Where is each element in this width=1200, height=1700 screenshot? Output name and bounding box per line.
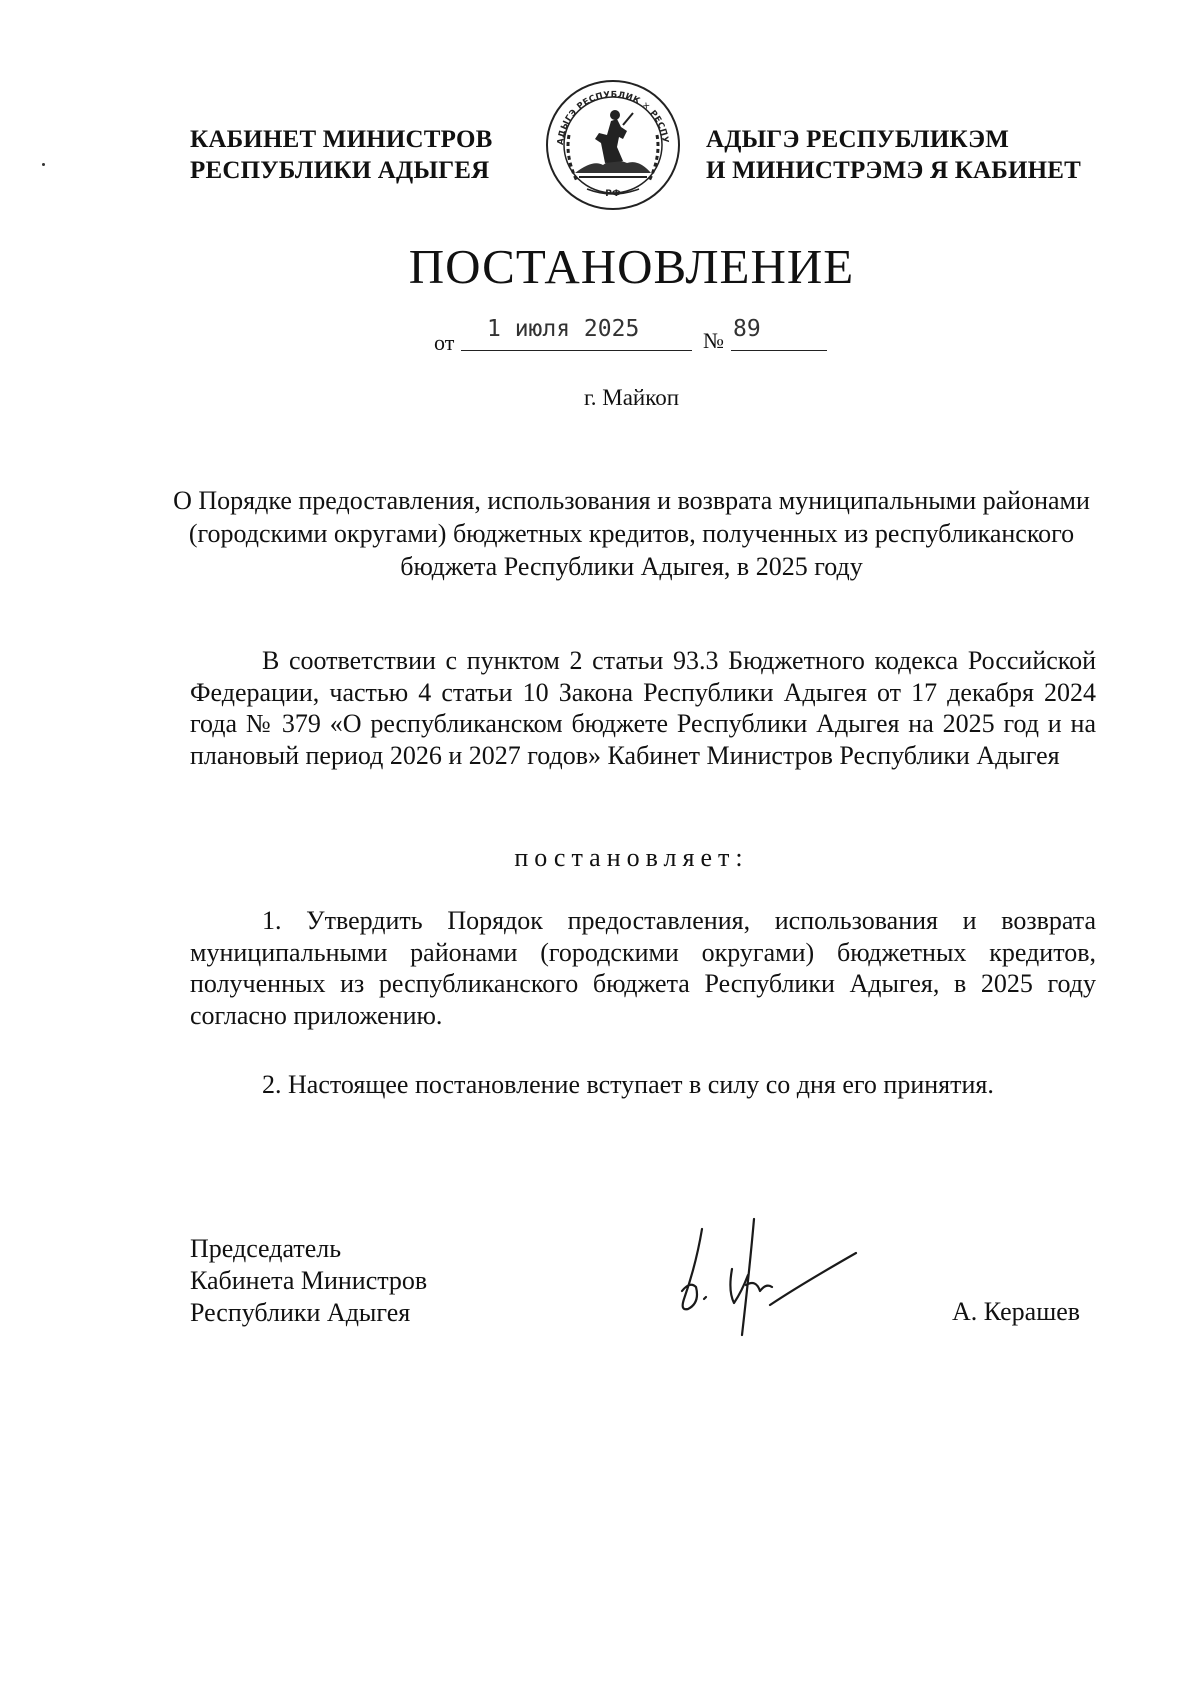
date-prefix: от bbox=[434, 330, 455, 355]
signatory-position-line-3: Республики Адыгея bbox=[190, 1298, 411, 1327]
document-title: ПОСТАНОВЛЕНИЕ bbox=[408, 239, 855, 294]
header-right-line-2: И МИНИСТРЭМЭ Я КАБИНЕТ bbox=[706, 157, 1082, 184]
number-value: 89 bbox=[733, 316, 761, 342]
signatory-position-line-2: Кабинета Министров bbox=[190, 1266, 428, 1295]
header-left-line-1: КАБИНЕТ МИНИСТРОВ bbox=[190, 126, 493, 153]
emblem-bottom-text: РФ bbox=[605, 189, 621, 199]
number-field bbox=[731, 316, 827, 351]
decree-word: постановляет: bbox=[514, 843, 749, 872]
header-left-line-2: РЕСПУБЛИКИ АДЫГЕЯ bbox=[190, 157, 490, 184]
preamble-paragraph: В соответствии с пунктом 2 статьи 93.3 Бюджетного кодекса Российской Федерации, частью 4 статьи 10 Закона Республики Адыгея от 17 декабря 2024 года № 379 «О республиканском бюджете Республики Адыгея на 2025 год и на плановый период 2026 и 2027 годов» Кабинет Министров Республики Адыгея bbox=[190, 646, 1096, 770]
number-prefix: № bbox=[703, 328, 724, 353]
coat-of-arms-emblem bbox=[543, 77, 683, 213]
decree-item-1: 1. Утвердить Порядок предоставления, использования и возврата муниципальными районами (городскими округами) бюджетных кредитов, полученных из республиканского бюджета Республики Адыгея, в 2025 году согласно приложению. bbox=[190, 906, 1096, 1030]
header-left-org-name bbox=[190, 124, 493, 186]
handwritten-signature bbox=[660, 1195, 860, 1345]
emblem-ring-text: АДЫГЭ РЕСПУБЛИК ✕ РЕСПУ bbox=[555, 89, 670, 146]
date-value: 1 июля 2025 bbox=[487, 316, 640, 342]
scan-speck bbox=[42, 163, 45, 166]
signatory-name: А. Керашев bbox=[952, 1297, 1081, 1326]
document-subject: О Порядке предоставления, использования и возврата муниципальными районами (городскими округами) бюджетных кредитов, полученных из республиканского бюджета Республики Адыгея, в 2025 году bbox=[173, 486, 1090, 581]
city: г. Майкоп bbox=[583, 385, 680, 410]
signatory-position-line-1: Председатель bbox=[190, 1234, 342, 1263]
header-right-line-1: АДЫГЭ РЕСПУБЛИКЭМ bbox=[706, 126, 1010, 153]
date-field bbox=[461, 316, 692, 351]
header-right-org-name bbox=[706, 124, 1081, 186]
decree-item-2: 2. Настоящее постановление вступает в силу со дня его принятия. bbox=[262, 1070, 994, 1099]
signatory-position bbox=[190, 1233, 427, 1329]
